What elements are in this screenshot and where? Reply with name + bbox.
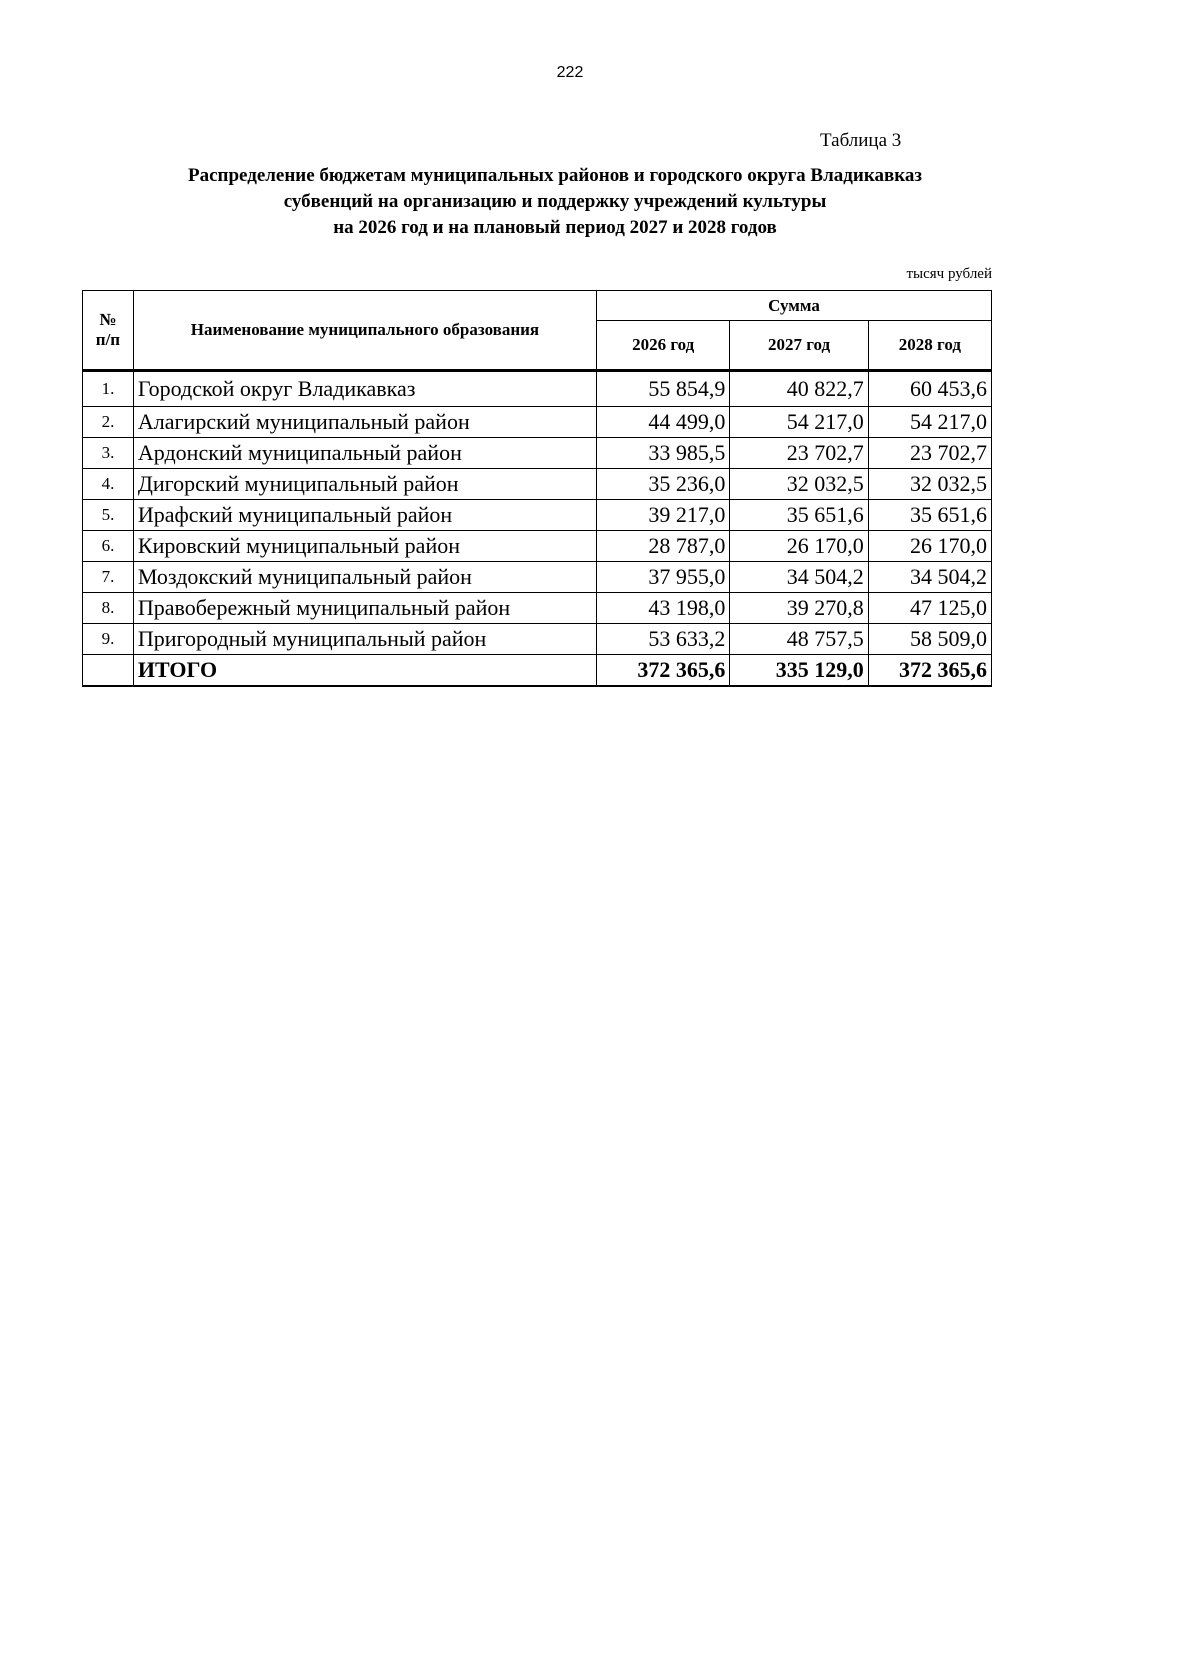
row-number: 9.	[83, 624, 134, 655]
table-row	[83, 531, 992, 562]
table-row	[83, 438, 992, 469]
number-header-label: № п/п	[95, 310, 121, 349]
total-value-2026: 372 365,6	[597, 655, 730, 686]
row-number: 5.	[83, 500, 134, 531]
value-2027: 39 270,8	[730, 593, 868, 624]
value-2027: 54 217,0	[730, 407, 868, 438]
value-2028: 23 702,7	[868, 438, 991, 469]
value-2027: 23 702,7	[730, 438, 868, 469]
table-row	[83, 469, 992, 500]
title-line: на 2026 год и на плановый период 2027 и 2028 годов	[333, 217, 777, 238]
table-row	[83, 624, 992, 655]
value-2026: 28 787,0	[597, 531, 730, 562]
column-header-year: 2028 год	[868, 321, 991, 371]
value-2027: 40 822,7	[730, 371, 868, 407]
table-row	[83, 562, 992, 593]
row-number: 4.	[83, 469, 134, 500]
table-row	[83, 500, 992, 531]
column-header-year: 2027 год	[730, 321, 868, 371]
page-number: 222	[556, 64, 584, 81]
municipality-name: Кировский муниципальный район	[133, 531, 596, 562]
total-row	[83, 655, 992, 686]
value-2028: 54 217,0	[868, 407, 991, 438]
municipality-name: Пригородный муниципальный район	[133, 624, 596, 655]
column-header-sum: Сумма	[597, 291, 992, 321]
column-header-number	[83, 291, 134, 371]
title-line: субвенций на организацию и поддержку учреждений культуры	[283, 191, 827, 212]
column-header-name: Наименование муниципального образования	[133, 291, 596, 371]
total-value-2027: 335 129,0	[730, 655, 868, 686]
value-2026: 37 955,0	[597, 562, 730, 593]
value-2026: 39 217,0	[597, 500, 730, 531]
municipality-name: Ирафский муниципальный район	[133, 500, 596, 531]
row-number: 3.	[83, 438, 134, 469]
units-label: тысяч рублей	[906, 266, 992, 282]
table-header	[83, 291, 992, 371]
municipality-name: Городской округ Владикавказ	[133, 371, 596, 407]
column-header-year: 2026 год	[597, 321, 730, 371]
municipality-name: Моздокский муниципальный район	[133, 562, 596, 593]
value-2028: 32 032,5	[868, 469, 991, 500]
title-line: Распределение бюджетам муниципальных районов и городского округа Владикавказ	[187, 165, 923, 186]
value-2028: 58 509,0	[868, 624, 991, 655]
total-number	[83, 655, 134, 686]
value-2026: 55 854,9	[597, 371, 730, 407]
total-label: ИТОГО	[133, 655, 596, 686]
municipality-name: Дигорский муниципальный район	[133, 469, 596, 500]
value-2027: 48 757,5	[730, 624, 868, 655]
table-row	[83, 371, 992, 407]
value-2027: 32 032,5	[730, 469, 868, 500]
table-label: Таблица 3	[820, 130, 902, 151]
value-2026: 33 985,5	[597, 438, 730, 469]
table-body	[83, 371, 992, 686]
row-number: 2.	[83, 407, 134, 438]
total-value-2028: 372 365,6	[868, 655, 991, 686]
municipality-name: Ардонский муниципальный район	[133, 438, 596, 469]
municipality-name: Алагирский муниципальный район	[133, 407, 596, 438]
table-row	[83, 407, 992, 438]
value-2026: 44 499,0	[597, 407, 730, 438]
value-2028: 34 504,2	[868, 562, 991, 593]
value-2027: 26 170,0	[730, 531, 868, 562]
value-2026: 35 236,0	[597, 469, 730, 500]
row-number: 7.	[83, 562, 134, 593]
value-2028: 60 453,6	[868, 371, 991, 407]
value-2028: 35 651,6	[868, 500, 991, 531]
value-2027: 35 651,6	[730, 500, 868, 531]
value-2028: 47 125,0	[868, 593, 991, 624]
row-number: 6.	[83, 531, 134, 562]
value-2026: 43 198,0	[597, 593, 730, 624]
row-number: 8.	[83, 593, 134, 624]
row-number: 1.	[83, 371, 134, 407]
value-2028: 26 170,0	[868, 531, 991, 562]
table-row	[83, 593, 992, 624]
value-2026: 53 633,2	[597, 624, 730, 655]
budget-table	[82, 290, 992, 687]
document-title	[120, 163, 990, 241]
value-2027: 34 504,2	[730, 562, 868, 593]
municipality-name: Правобережный муниципальный район	[133, 593, 596, 624]
